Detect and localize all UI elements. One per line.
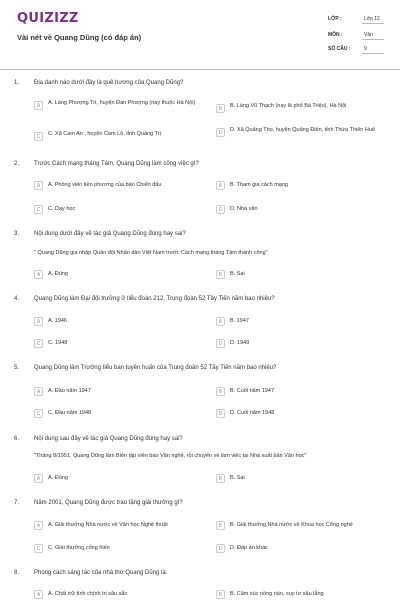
option-badge: B — [216, 317, 225, 326]
option-text: B. Làng Vũ Thạch (nay là phố Bà Triệu), Hà Nội — [230, 103, 347, 109]
option-text: B. Cuối năm 1947 — [230, 388, 275, 394]
option-badge: A — [34, 521, 43, 530]
option-badge: B — [216, 387, 225, 396]
page-header — [0, 0, 400, 68]
option-badge: C — [34, 205, 43, 214]
option-badge: C — [34, 339, 43, 348]
option-text: C. Giải thưởng cống hiến — [48, 545, 110, 551]
option-text: C. Đầu năm 1948 — [48, 410, 92, 416]
option-badge: D — [216, 409, 225, 418]
option-badge: C — [34, 132, 43, 141]
option-text: D. 1949 — [230, 340, 250, 346]
question-text: Quang Dũng làm Trưởng tiểu ban tuyên huấn của Trung đoàn 52 Tây Tiến năm bao nhiêu? — [34, 365, 277, 371]
option-text: A. Đúng — [48, 271, 68, 277]
option-text: C. 1948 — [48, 340, 68, 346]
question-number: 5. — [14, 365, 20, 371]
option-text: D. Nhà văn — [230, 206, 258, 212]
option-badge: B — [216, 474, 225, 483]
option-badge: D — [216, 128, 225, 137]
option-text: D. Xã Quảng Thọ, huyện Quảng Điền, tỉnh Thừa Thiên Huế — [230, 127, 375, 133]
question-number: 2. — [14, 161, 20, 167]
option-badge: B — [216, 104, 225, 113]
question-text: Phong cách sáng tác của nhà thơ Quang Dũng là: — [34, 570, 168, 576]
meta-subject-label: MÔN : — [328, 32, 343, 38]
question-text: Quang Dũng làm Đại đội trưởng ở tiểu đoàn 212, Trung đoàn 52 Tây Tiến năm bao nhiêu? — [34, 296, 275, 302]
option-text: B. Cảm xúc nồng nàn, suy tư sâu lắng — [230, 591, 324, 597]
question-number: 3. — [14, 231, 20, 237]
option-text: B. Giải thưởng Nhà nước về Khoa học Công nghệ — [230, 522, 353, 528]
option-badge: B — [216, 270, 225, 279]
option-text: B. 1947 — [230, 318, 249, 324]
header-divider — [0, 69, 400, 70]
question-quote: " Quang Dũng gia nhập Quân đội Nhân dân Việt Nam trước Cách mạng tháng Tám thành công" — [34, 250, 268, 256]
question-number: 4. — [14, 296, 20, 302]
question-number: 6. — [14, 436, 20, 442]
option-text: B. Sai — [230, 271, 245, 277]
option-badge: A — [34, 387, 43, 396]
question-number: 8. — [14, 570, 20, 576]
option-badge: A — [34, 101, 43, 110]
option-text: C. Xã Cam An , huyện Cam Lộ, tỉnh Quảng Trị — [48, 131, 161, 137]
meta-grade-label: LỚP : — [328, 16, 342, 22]
question-text: Địa danh nào dưới đây là quê hương của Quang Dũng? — [34, 80, 184, 86]
option-text: A. Phóng viên tiền phương của báo Chiến đấu — [48, 182, 162, 188]
option-badge: C — [34, 544, 43, 553]
meta-subject-value: Văn — [364, 32, 373, 38]
option-text: A. Chất trữ tình chính trị sâu sắc — [48, 591, 128, 597]
option-text: A. Làng Phượng Trì, huyện Đan Phượng (nay thuộc Hà Nội) — [48, 100, 196, 106]
option-text: B. Sai — [230, 475, 245, 481]
question-number: 7. — [14, 500, 20, 506]
option-text: A. Giải thưởng Nhà nước về Văn học Nghệ thuật — [48, 522, 168, 528]
option-badge: A — [34, 270, 43, 279]
question-quote: "Tháng 8/1951, Quang Dũng làm Biên tập viên báo Văn nghệ, rồi chuyển về làm việc tại Nhà xuất bản Văn học" — [34, 453, 307, 459]
option-text: A. 1946 — [48, 318, 67, 324]
meta-count-value: 9 — [364, 46, 367, 52]
quiz-title: Vài nét về Quang Dũng (có đáp án) — [17, 33, 142, 42]
question-text: Nội dung sau đây về tác giả Quang Dũng đúng hay sai? — [34, 436, 183, 442]
option-text: C. Dạy học — [48, 206, 76, 212]
question-text: Trước Cách mạng tháng Tám, Quang Dũng làm công việc gì? — [34, 161, 199, 167]
option-badge: A — [34, 317, 43, 326]
quizizz-logo: QUIZIZZ — [17, 11, 79, 26]
option-badge: A — [34, 474, 43, 483]
question-text: Nội dung dưới đây về tác giả Quang Dũng đúng hay sai? — [34, 231, 186, 237]
option-badge: D — [216, 339, 225, 348]
option-badge: A — [34, 181, 43, 190]
option-text: D. Đáp án khác — [230, 545, 268, 551]
option-badge: A — [34, 590, 43, 599]
option-badge: C — [34, 409, 43, 418]
option-text: A. Đúng — [48, 475, 68, 481]
option-badge: B — [216, 590, 225, 599]
meta-count-label: SỐ CÂU : — [328, 46, 351, 52]
option-badge: B — [216, 181, 225, 190]
option-badge: D — [216, 544, 225, 553]
option-text: B. Tham gia cách mạng — [230, 182, 288, 188]
meta-grade-value: Lớp 12 — [364, 16, 380, 22]
question-number: 1. — [14, 80, 20, 86]
question-text: Năm 2001, Quang Dũng được trao tặng giải thưởng gì? — [34, 500, 183, 506]
option-text: D. Cuối năm 1948 — [230, 410, 275, 416]
option-badge: B — [216, 521, 225, 530]
option-text: A. Đầu năm 1947 — [48, 388, 91, 394]
option-badge: D — [216, 205, 225, 214]
